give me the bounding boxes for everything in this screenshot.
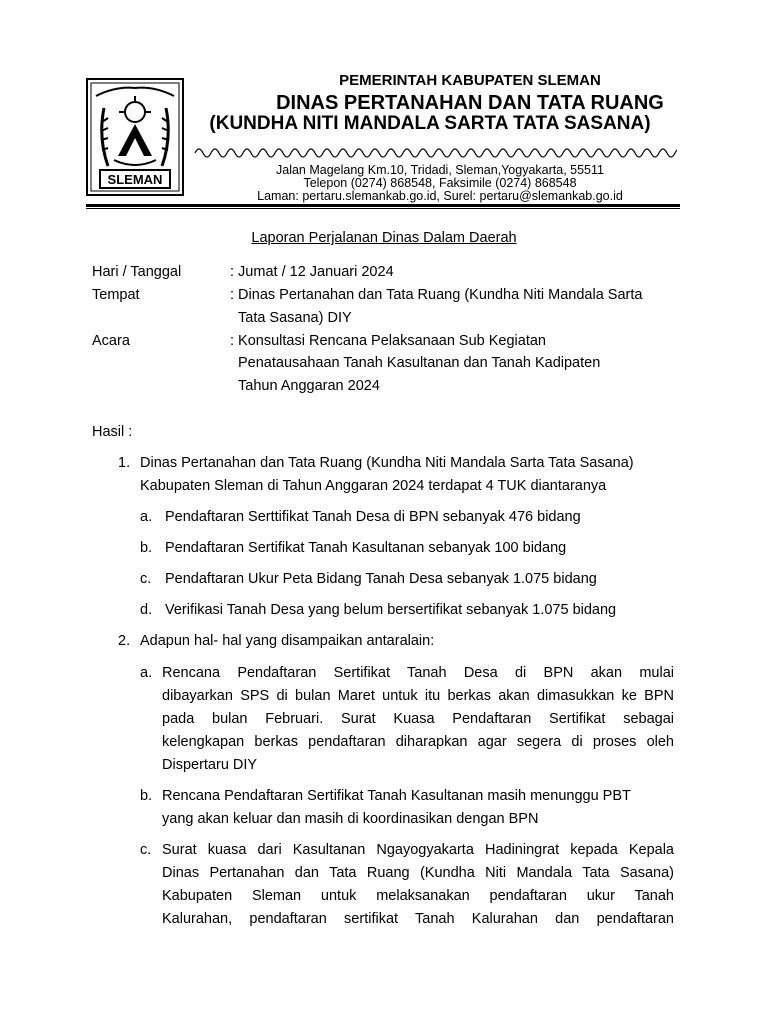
address: Jalan Magelang Km.10, Tridadi, Sleman,Yogyakarta, 55511 [276,163,604,177]
sleman-logo-icon [86,78,184,196]
item2a-line: kelengkapan berkas pendaftaran diharapkan agar segera di proses oleh [162,734,674,750]
agenda-label: Acara [92,333,130,349]
place-value-1: : Dinas Pertanahan dan Tata Ruang (Kundha Niti Mandala Sarta [230,287,643,303]
sub-letter: c. [140,571,152,587]
header-rule-thick [86,204,680,207]
item2b-line: yang akan keluar dan masih di koordinasikan dengan BPN [162,811,539,827]
javanese-script-line [193,143,677,161]
sub-letter: a. [140,509,153,525]
phone: Telepon (0274) 868548, Faksimile (0274) 868548 [303,176,577,190]
sub-item: Pendaftaran Serttifikat Tanah Desa di BPN sebanyak 476 bidang [165,509,581,525]
item2c-line: Kabupaten Sleman untuk melaksanakan pendaftaran ukur Tanah [162,888,674,904]
sub-letter: a. [140,665,153,681]
item2a-line: Dispertaru DIY [162,757,258,773]
item2a-line: Rencana Pendaftaran Sertifikat Tanah Desa di BPN akan mulai [162,665,674,681]
gov-name: PEMERINTAH KABUPATEN SLEMAN [339,72,601,89]
item2a-line: dibayarkan SPS di bulan Maret untuk itu berkas akan dimasukkan ke BPN [162,688,674,704]
agenda-value-1: : Konsultasi Rencana Pelaksanaan Sub Kegiatan [230,333,546,349]
document-title: Laporan Perjalanan Dinas Dalam Daerah [251,230,517,246]
header-rule-thin [86,208,680,209]
dept-name: DINAS PERTANAHAN DAN TATA RUANG [276,92,664,114]
agenda-value-3: Tahun Anggaran 2024 [238,378,380,394]
sub-letter: b. [140,788,153,804]
item1-line2: Kabupaten Sleman di Tahun Anggaran 2024 terdapat 4 TUK diantaranya [140,478,607,494]
dept-alt-name: (KUNDHA NITI MANDALA SARTA TATA SASANA) [209,113,651,134]
item2c-line: Dinas Pertanahan dan Tata Ruang (Kundha Niti Mandala Tata Sasana) [162,865,674,881]
logo-text: SLEMAN [107,172,163,187]
sub-letter: d. [140,602,153,618]
sub-item: Pendaftaran Ukur Peta Bidang Tanah Desa sebanyak 1.075 bidang [165,571,597,587]
item1-line1: Dinas Pertanahan dan Tata Ruang (Kundha Niti Mandala Sarta Tata Sasana) [140,455,634,471]
item-number: 1. [118,455,131,471]
web-email: Laman: pertaru.slemankab.go.id, Surel: pertaru@slemankab.go.id [257,189,623,203]
place-label: Tempat [92,287,140,303]
item2c-line: Kalurahan, pendaftaran sertifikat Tanah Kalurahan dan pendaftaran [162,911,674,927]
item2-line1: Adapun hal- hal yang disampaikan antaralain: [140,633,435,649]
date-label: Hari / Tanggal [92,264,182,280]
item2a-line: pada bulan Februari. Surat Kuasa Pendaftaran Sertifikat sebagai [162,711,674,727]
place-value-2: Tata Sasana) DIY [238,310,352,326]
agenda-value-2: Penatausahaan Tanah Kasultanan dan Tanah Kadipaten [238,355,601,371]
item2c-line: Surat kuasa dari Kasultanan Ngayogyakarta Hadiningrat kepada Kepala [162,842,674,858]
result-label: Hasil : [92,424,133,440]
sub-letter: b. [140,540,153,556]
sub-item: Pendaftaran Sertifikat Tanah Kasultanan sebanyak 100 bidang [165,540,567,556]
sub-item: Verifikasi Tanah Desa yang belum bersertifikat sebanyak 1.075 bidang [165,602,617,618]
sub-letter: c. [140,842,152,858]
item2b-line: Rencana Pendaftaran Sertifikat Tanah Kasultanan masih menunggu PBT [162,788,631,804]
item-number: 2. [118,633,131,649]
date-value: : Jumat / 12 Januari 2024 [230,264,394,280]
